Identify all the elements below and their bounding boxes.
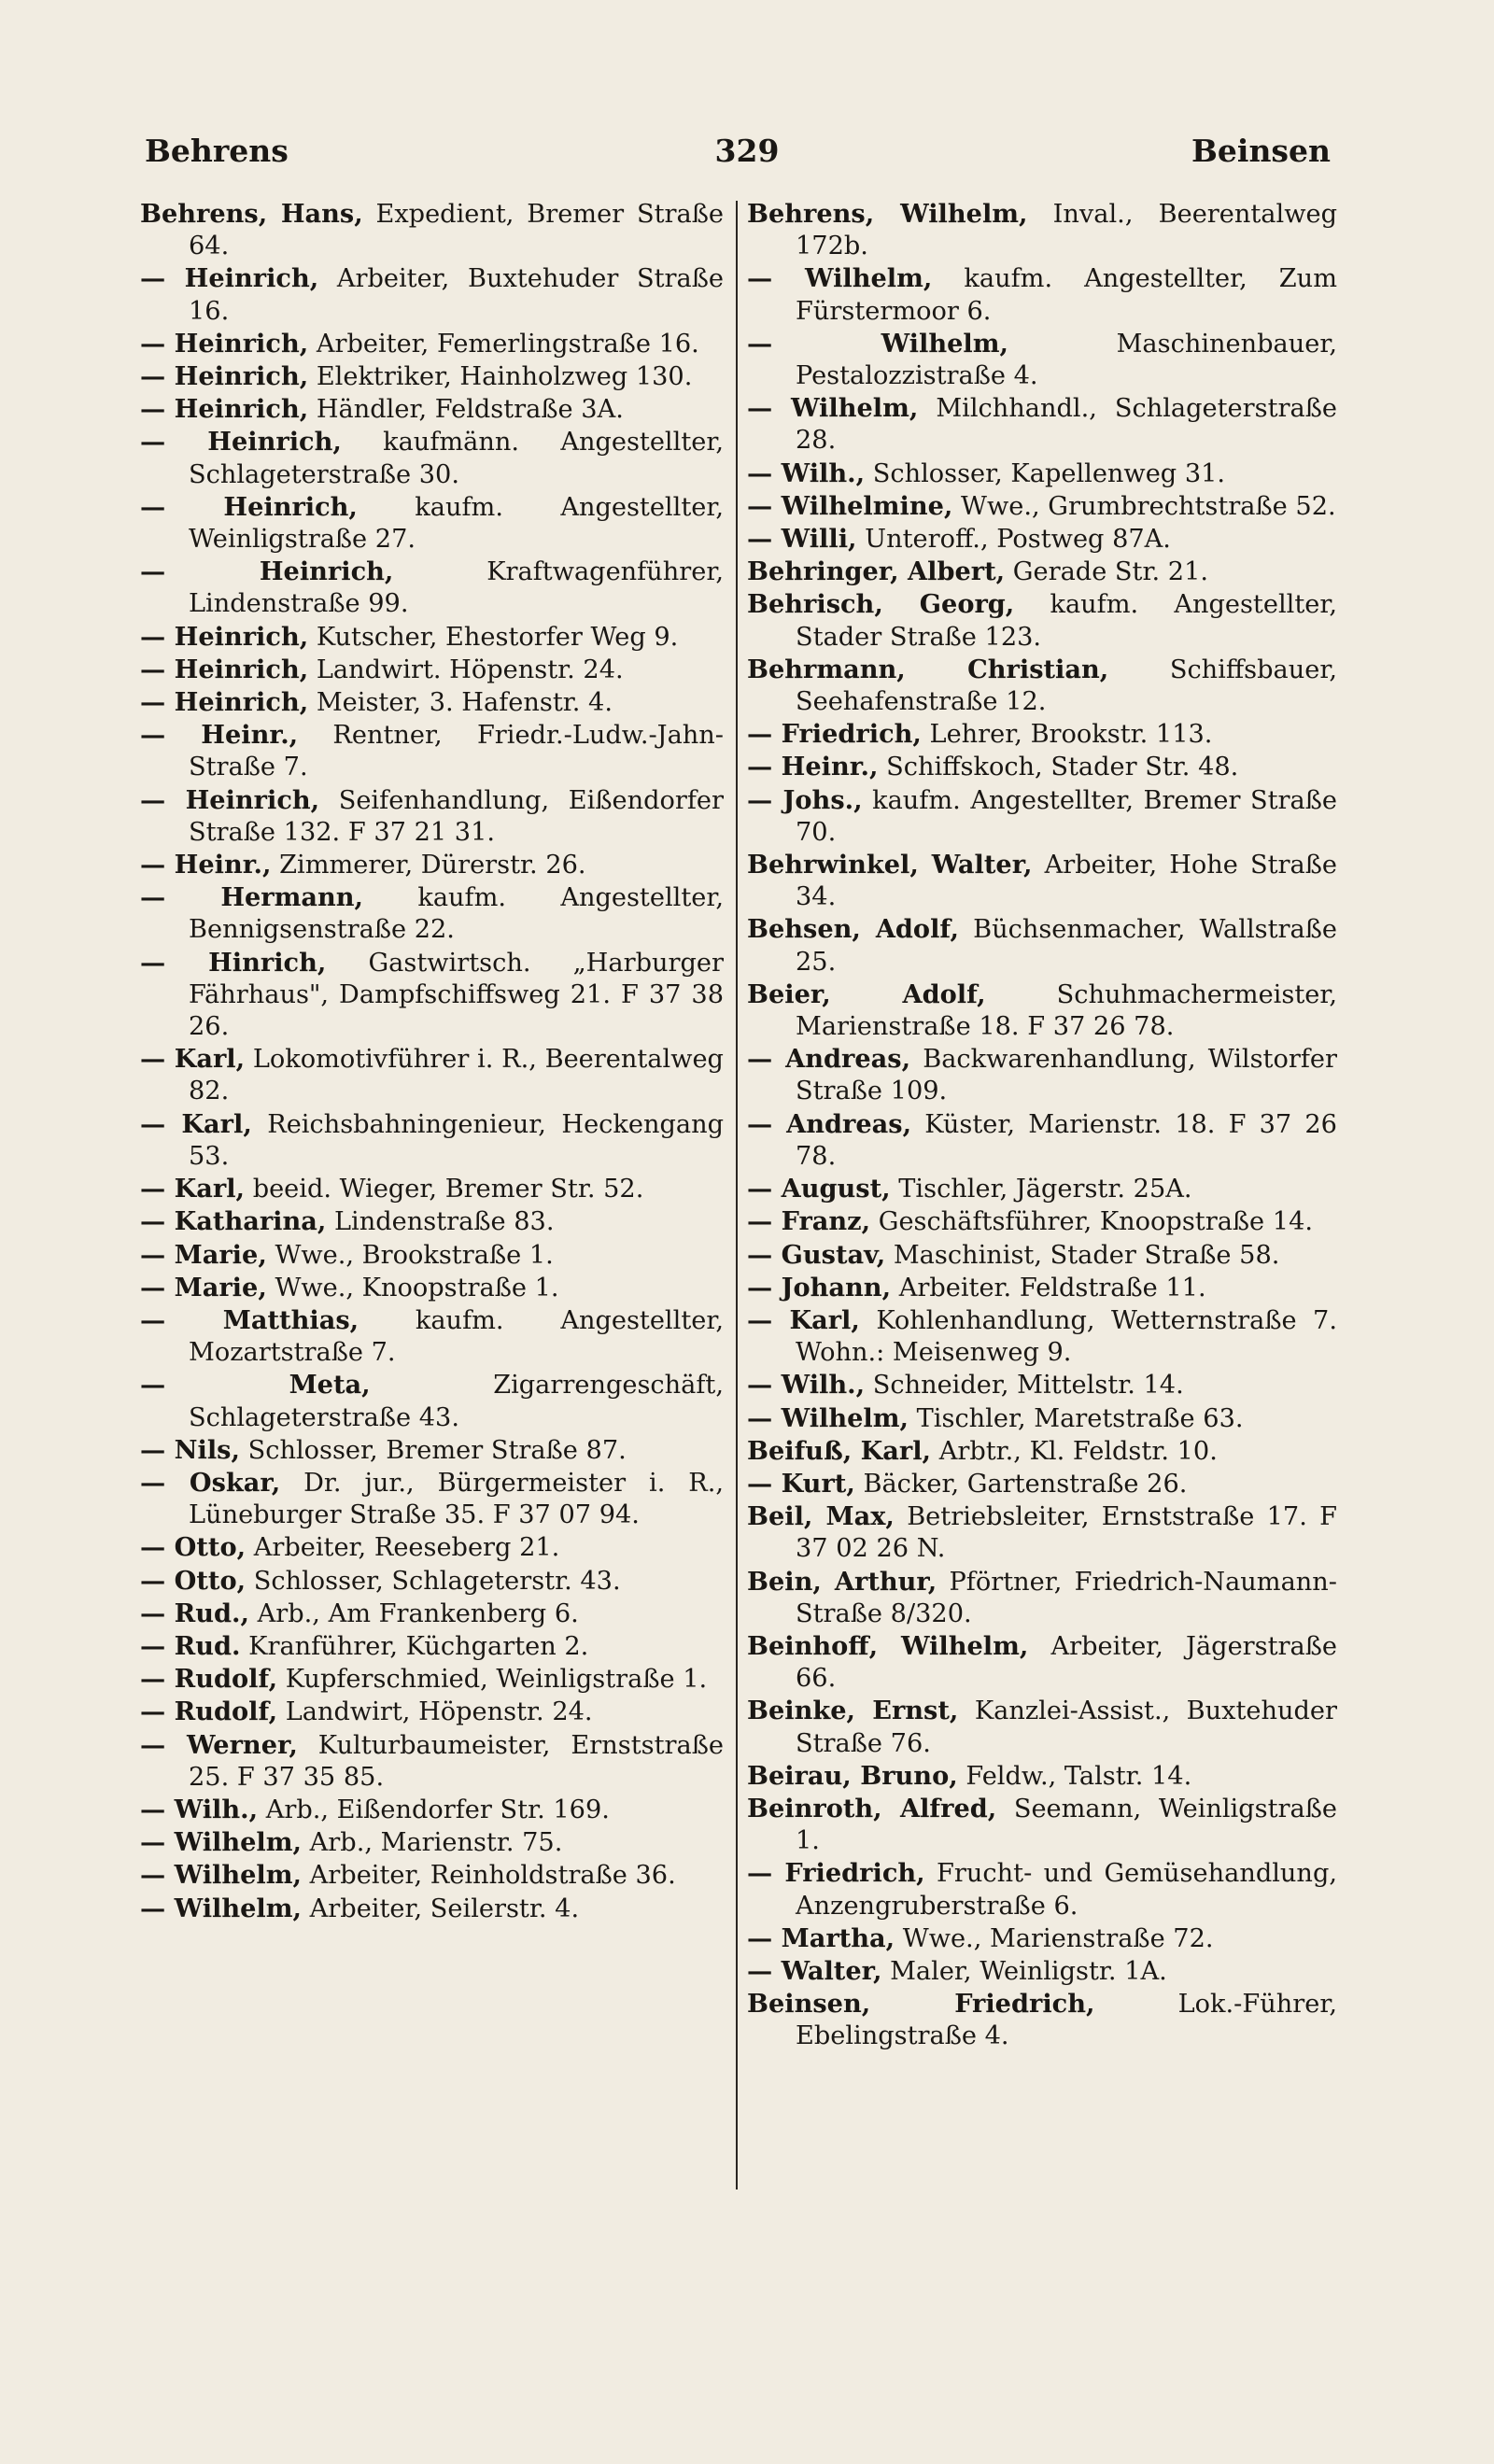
directory-entry — [140, 1598, 724, 1630]
entry-details: Küster, Marienstr. 18. F 37 26 78. — [796, 1109, 1337, 1171]
directory-entry — [140, 262, 724, 327]
right-column — [747, 198, 1337, 2053]
directory-entry — [747, 198, 1337, 262]
entry-name: — Oskar, — [140, 1467, 281, 1498]
directory-entry — [747, 1272, 1337, 1304]
directory-entry — [747, 751, 1337, 783]
entry-details: Arbeiter, Buxtehuder Straße 16. — [189, 264, 724, 326]
entry-details: Maschinenbauer, Pestalozzistraße 4. — [796, 329, 1337, 391]
entry-details: kaufm. Angestellter, Bennigsenstraße 22. — [189, 883, 724, 945]
entry-details: Kutscher, Ehestorfer Weg 9. — [316, 622, 679, 652]
directory-entry — [747, 523, 1337, 556]
directory-entry — [140, 393, 724, 426]
directory-entry — [747, 1500, 1337, 1565]
directory-entry — [140, 556, 724, 620]
entry-name: Beil, Max, — [747, 1501, 895, 1532]
directory-entry — [747, 1173, 1337, 1205]
header-left-keyword: Behrens — [145, 133, 289, 169]
directory-entry — [140, 1696, 724, 1728]
entry-name: — Gustav, — [747, 1239, 886, 1270]
entry-name: Beirau, Bruno, — [747, 1760, 958, 1791]
directory-entry — [140, 881, 724, 946]
entry-details: Frucht- und Gemüsehandlung, Anzengruberstraße 6. — [796, 1859, 1337, 1921]
directory-entry — [747, 1760, 1337, 1793]
directory-entry — [747, 1239, 1337, 1272]
entry-name: — Karl, — [140, 1174, 246, 1204]
entry-name: Behringer, Albert, — [747, 556, 1006, 587]
directory-entry — [140, 1565, 724, 1598]
entry-name: — Martha, — [747, 1922, 895, 1953]
entry-name: — Rudolf, — [140, 1697, 278, 1727]
directory-entry — [140, 1893, 724, 1925]
directory-entry — [747, 654, 1337, 718]
entry-details: Arbeiter, Jägerstraße 66. — [796, 1631, 1337, 1694]
entry-name: — Matthias, — [140, 1304, 359, 1335]
entry-details: Bäcker, Gartenstraße 26. — [863, 1469, 1188, 1499]
entry-name: — Friedrich, — [747, 1858, 925, 1889]
entry-name: Beinhoff, Wilhelm, — [747, 1630, 1029, 1661]
entry-name: — Wilhelm, — [747, 263, 933, 294]
entry-name: — Andreas, — [747, 1044, 911, 1075]
entry-name: — Wilh., — [747, 458, 866, 488]
entry-name: — Rud. — [140, 1630, 241, 1661]
entry-details: Kupferschmied, Weinligstraße 1. — [285, 1665, 708, 1695]
directory-entry — [747, 1402, 1337, 1435]
entry-name: — Heinrich, — [140, 654, 309, 684]
entry-details: Händler, Feldstraße 3A. — [316, 395, 624, 425]
directory-entry — [747, 1988, 1337, 2052]
entry-name: — Werner, — [140, 1729, 298, 1760]
directory-entry — [747, 849, 1337, 913]
entry-name: Beinroth, Alfred, — [747, 1793, 997, 1823]
directory-entry — [140, 1434, 724, 1467]
entry-name: — Wilhelm, — [747, 393, 919, 424]
entry-details: Kraftwagenführer, Lindenstraße 99. — [189, 557, 724, 619]
entry-name: — Heinrich, — [140, 427, 342, 458]
entry-name: Beinsen, Friedrich, — [747, 1989, 1095, 2020]
entry-details: Schlosser, Kapellenweg 31. — [872, 458, 1226, 488]
entry-name: — Marie, — [140, 1239, 267, 1270]
directory-entry — [140, 1108, 724, 1173]
entry-name: — Wilhelm, — [747, 1402, 909, 1433]
directory-entry — [140, 621, 724, 654]
entry-details: Landwirt. Höpenstr. 24. — [316, 655, 624, 684]
entry-name: — Heinrich, — [140, 328, 309, 359]
entry-details: Arbeiter. Feldstraße 11. — [898, 1273, 1206, 1302]
entry-details: Reichsbahningenieur, Heckengang 53. — [189, 1109, 724, 1171]
entry-name: — Wilh., — [747, 1370, 866, 1401]
entry-details: Lindenstraße 83. — [334, 1207, 555, 1237]
entry-name: — Heinr., — [140, 850, 272, 880]
entry-name: — Heinrich, — [140, 784, 320, 815]
entry-name: — Wilhelmine, — [747, 490, 953, 521]
directory-entry — [747, 1205, 1337, 1238]
entry-details: Kranführer, Küchgarten 2. — [248, 1631, 589, 1661]
entry-details: Landwirt, Höpenstr. 24. — [285, 1697, 593, 1727]
directory-entry — [140, 328, 724, 360]
directory-entry — [747, 556, 1337, 588]
directory-entry — [747, 1955, 1337, 1988]
entry-name: — Meta, — [140, 1370, 371, 1401]
directory-entry — [140, 1859, 724, 1892]
entry-details: Lehrer, Brookstr. 113. — [929, 720, 1213, 750]
entry-details: kaufm. Angestellter, Weinligstraße 27. — [189, 492, 724, 555]
directory-entry — [140, 1272, 724, 1304]
entry-details: Seemann, Weinligstraße 1. — [796, 1794, 1337, 1856]
entry-name: — Willi, — [747, 524, 857, 555]
entry-name: — August, — [747, 1174, 891, 1204]
entry-details: Arb., Marienstr. 75. — [309, 1828, 563, 1858]
entry-name: — Andreas, — [747, 1108, 912, 1139]
entry-details: Rentner, Friedr.-Ludw.-Jahn-Straße 7. — [189, 721, 724, 782]
directory-entry — [747, 392, 1337, 457]
entry-name: — Heinrich, — [140, 491, 358, 522]
directory-entry — [140, 784, 724, 849]
directory-entry — [140, 1630, 724, 1663]
entry-details: Schlosser, Schlageterstr. 43. — [253, 1566, 621, 1596]
entry-details: Schneider, Mittelstr. 14. — [872, 1371, 1184, 1401]
directory-entry — [747, 1435, 1337, 1468]
entry-details: Unteroff., Postweg 87A. — [865, 525, 1171, 555]
entry-name: — Hermann, — [140, 882, 364, 913]
directory-entry — [140, 1826, 724, 1859]
directory-entry — [747, 913, 1337, 978]
entry-name: — Heinrich, — [140, 394, 309, 425]
entry-name: — Franz, — [747, 1206, 871, 1237]
directory-entry — [140, 360, 724, 393]
entry-details: Elektriker, Hainholzweg 130. — [316, 362, 693, 392]
entry-name: — Katharina, — [140, 1206, 327, 1237]
directory-entry — [140, 1173, 724, 1205]
entry-details: beeid. Wieger, Bremer Str. 52. — [252, 1175, 644, 1204]
entry-details: Schuhmachermeister, Marienstraße 18. F 37 26 78. — [796, 979, 1337, 1042]
directory-entry — [140, 1729, 724, 1794]
entry-name: — Wilhelm, — [140, 1893, 302, 1923]
entry-name: — Johs., — [747, 784, 863, 815]
entry-details: Geschäftsführer, Knoopstraße 14. — [878, 1207, 1314, 1237]
directory-entry — [140, 1794, 724, 1826]
entry-name: Behrens, Wilhelm, — [747, 199, 1028, 229]
directory-entry — [747, 1468, 1337, 1500]
entry-details: Wwe., Knoopstraße 1. — [275, 1273, 559, 1302]
directory-entry — [747, 1304, 1337, 1369]
entry-details: Arbeiter, Hohe Straße 34. — [796, 851, 1337, 912]
entry-name: — Wilhelm, — [747, 328, 1008, 359]
header-right-keyword: Beinsen — [1191, 133, 1331, 169]
entry-details: Arbeiter, Femerlingstraße 16. — [316, 329, 699, 359]
entry-name: — Marie, — [140, 1272, 267, 1302]
entry-name: — Heinr., — [747, 752, 879, 782]
entry-name: — Rudolf, — [140, 1664, 278, 1695]
directory-entry — [140, 719, 724, 783]
entry-name: Behrens, Hans, — [140, 199, 363, 229]
entry-name: Beier, Adolf, — [747, 979, 986, 1009]
entry-name: Behrwinkel, Walter, — [747, 850, 1033, 880]
entry-details: Kulturbaumeister, Ernststraße 25. F 37 35 85. — [189, 1730, 724, 1792]
directory-entry — [140, 1467, 724, 1531]
entry-details: Gastwirtsch. „Harburger Fährhaus", Dampfschiffsweg 21. F 37 38 26. — [189, 948, 724, 1042]
directory-entry — [140, 1304, 724, 1369]
entry-details: Wwe., Brookstraße 1. — [275, 1240, 554, 1270]
entry-details: Pförtner, Friedrich-Naumann-Straße 8/320. — [796, 1567, 1337, 1628]
directory-entry — [747, 784, 1337, 849]
directory-entry — [140, 1205, 724, 1238]
entry-name: — Karl, — [140, 1044, 246, 1075]
entry-details: Arbeiter, Reeseberg 21. — [253, 1533, 560, 1563]
entry-details: Arbeiter, Seilerstr. 4. — [309, 1894, 580, 1923]
directory-entry — [140, 947, 724, 1044]
entry-name: — Hinrich, — [140, 947, 327, 978]
entry-name: — Heinr., — [140, 720, 299, 751]
entry-details: Feldw., Talstr. 14. — [965, 1761, 1192, 1791]
entry-details: Schlosser, Bremer Straße 87. — [247, 1435, 627, 1465]
entry-name: — Rud., — [140, 1598, 249, 1628]
entry-name: — Wilhelm, — [140, 1827, 302, 1858]
entry-details: Betriebsleiter, Ernststraße 17. F 37 02 26 N. — [796, 1502, 1338, 1564]
directory-entry — [747, 718, 1337, 751]
entry-name: — Kurt, — [747, 1468, 855, 1499]
entry-details: Kohlenhandlung, Wetternstraße 7. Wohn.: Meisenweg 9. — [796, 1305, 1337, 1368]
entry-name: — Heinrich, — [140, 687, 309, 718]
directory-entry — [747, 262, 1337, 327]
entry-name: — Heinrich, — [140, 263, 319, 294]
entry-details: Büchsenmacher, Wallstraße 25. — [796, 915, 1337, 977]
entry-details: Tischler, Jägerstr. 25A. — [898, 1175, 1192, 1204]
entry-details: Inval., Beerentalweg 172b. — [796, 200, 1337, 261]
entry-name: — Nils, — [140, 1434, 240, 1465]
page-number: 329 — [714, 133, 780, 169]
entry-details: Schiffsbauer, Seehafenstraße 12. — [796, 655, 1337, 717]
directory-entry — [140, 1239, 724, 1272]
directory-entry — [747, 1857, 1337, 1922]
entry-details: kaufmänn. Angestellter, Schlageterstraße 30. — [189, 428, 724, 489]
directory-entry — [747, 1369, 1337, 1401]
directory-entry — [747, 490, 1337, 523]
entry-name: — Wilh., — [140, 1794, 259, 1824]
entry-name: Behrmann, Christian, — [747, 654, 1109, 684]
entry-details: Arb., Eißendorfer Str. 169. — [265, 1795, 610, 1824]
entry-name: Beinke, Ernst, — [747, 1696, 959, 1726]
entry-details: Backwarenhandlung, Wilstorfer Straße 109. — [796, 1045, 1337, 1106]
entry-name: — Karl, — [140, 1108, 252, 1139]
directory-entry — [747, 1695, 1337, 1759]
directory-entry — [747, 458, 1337, 490]
entry-name: Behrisch, Georg, — [747, 589, 1015, 620]
entry-name: Bein, Arthur, — [747, 1566, 937, 1597]
entry-details: Dr. jur., Bürgermeister i. R., Lüneburger Straße 35. F 37 07 94. — [189, 1468, 724, 1530]
entry-details: Expedient, Bremer Straße 64. — [189, 200, 724, 261]
entry-name: — Wilhelm, — [140, 1860, 302, 1891]
entry-details: Milchhandl., Schlageterstraße 28. — [796, 394, 1337, 456]
entry-details: Wwe., Grumbrechtstraße 52. — [961, 491, 1336, 521]
directory-entry — [140, 491, 724, 556]
directory-entry — [140, 1369, 724, 1433]
entry-name: — Karl, — [747, 1304, 860, 1335]
entry-details: kaufm. Angestellter, Bremer Straße 70. — [796, 785, 1338, 847]
directory-entry — [747, 588, 1337, 653]
entry-details: kaufm. Angestellter, Zum Fürstermoor 6. — [796, 264, 1337, 326]
entry-details: kaufm. Angestellter, Stader Straße 123. — [796, 590, 1338, 652]
directory-entry — [747, 1043, 1337, 1107]
entry-name: — Heinrich, — [140, 621, 309, 652]
directory-entry — [747, 328, 1337, 392]
entry-details: Arbeiter, Reinholdstraße 36. — [309, 1861, 676, 1891]
entry-details: kaufm. Angestellter, Mozartstraße 7. — [189, 1305, 724, 1368]
entry-details: Lok.-Führer, Ebelingstraße 4. — [796, 1990, 1337, 2051]
entry-details: Lokomotivführer i. R., Beerentalweg 82. — [189, 1045, 724, 1106]
entry-details: Maschinist, Stader Straße 58. — [893, 1240, 1280, 1270]
directory-entry — [140, 198, 724, 262]
directory-entry — [747, 979, 1337, 1043]
entry-name: — Heinrich, — [140, 361, 309, 392]
entry-name: Behsen, Adolf, — [747, 914, 959, 945]
entry-name: — Otto, — [140, 1565, 247, 1596]
directory-entry — [140, 849, 724, 881]
entry-details: Wwe., Marienstraße 72. — [902, 1923, 1214, 1953]
entry-name: Beifuß, Karl, — [747, 1435, 932, 1466]
entry-details: Schiffskoch, Stader Str. 48. — [886, 753, 1239, 782]
entry-name: — Johann, — [747, 1272, 892, 1302]
directory-entry — [747, 1108, 1337, 1173]
entry-details: Meister, 3. Hafenstr. 4. — [316, 688, 613, 718]
directory-entry — [140, 1043, 724, 1107]
entry-name: — Otto, — [140, 1532, 247, 1563]
entry-details: Tischler, Maretstraße 63. — [916, 1403, 1244, 1433]
entry-details: Zimmerer, Dürerstr. 26. — [279, 851, 586, 880]
entry-details: Arb., Am Frankenberg 6. — [257, 1598, 579, 1628]
left-column — [140, 198, 724, 1925]
entry-name: — Friedrich, — [747, 719, 922, 750]
directory-entry — [747, 1922, 1337, 1955]
directory-entry — [140, 1663, 724, 1696]
column-divider — [736, 201, 738, 2189]
entry-details: Arbtr., Kl. Feldstr. 10. — [938, 1436, 1218, 1466]
directory-entry — [747, 1793, 1337, 1857]
entry-name: — Heinrich, — [140, 556, 394, 587]
entry-name: — Walter, — [747, 1955, 882, 1986]
directory-entry — [747, 1566, 1337, 1630]
directory-entry — [140, 426, 724, 490]
directory-entry — [140, 686, 724, 719]
entry-details: Seifenhandlung, Eißendorfer Straße 132. F 37 21 31. — [189, 785, 724, 847]
running-header — [0, 129, 1494, 174]
entry-details: Gerade Str. 21. — [1012, 557, 1209, 587]
entry-details: Kanzlei-Assist., Buxtehuder Straße 76. — [796, 1697, 1337, 1758]
directory-entry — [140, 654, 724, 686]
entry-details: Zigarrengeschäft, Schlageterstraße 43. — [189, 1371, 724, 1432]
entry-details: Maler, Weinligstr. 1A. — [890, 1956, 1167, 1986]
directory-entry — [140, 1531, 724, 1564]
directory-entry — [747, 1630, 1337, 1695]
